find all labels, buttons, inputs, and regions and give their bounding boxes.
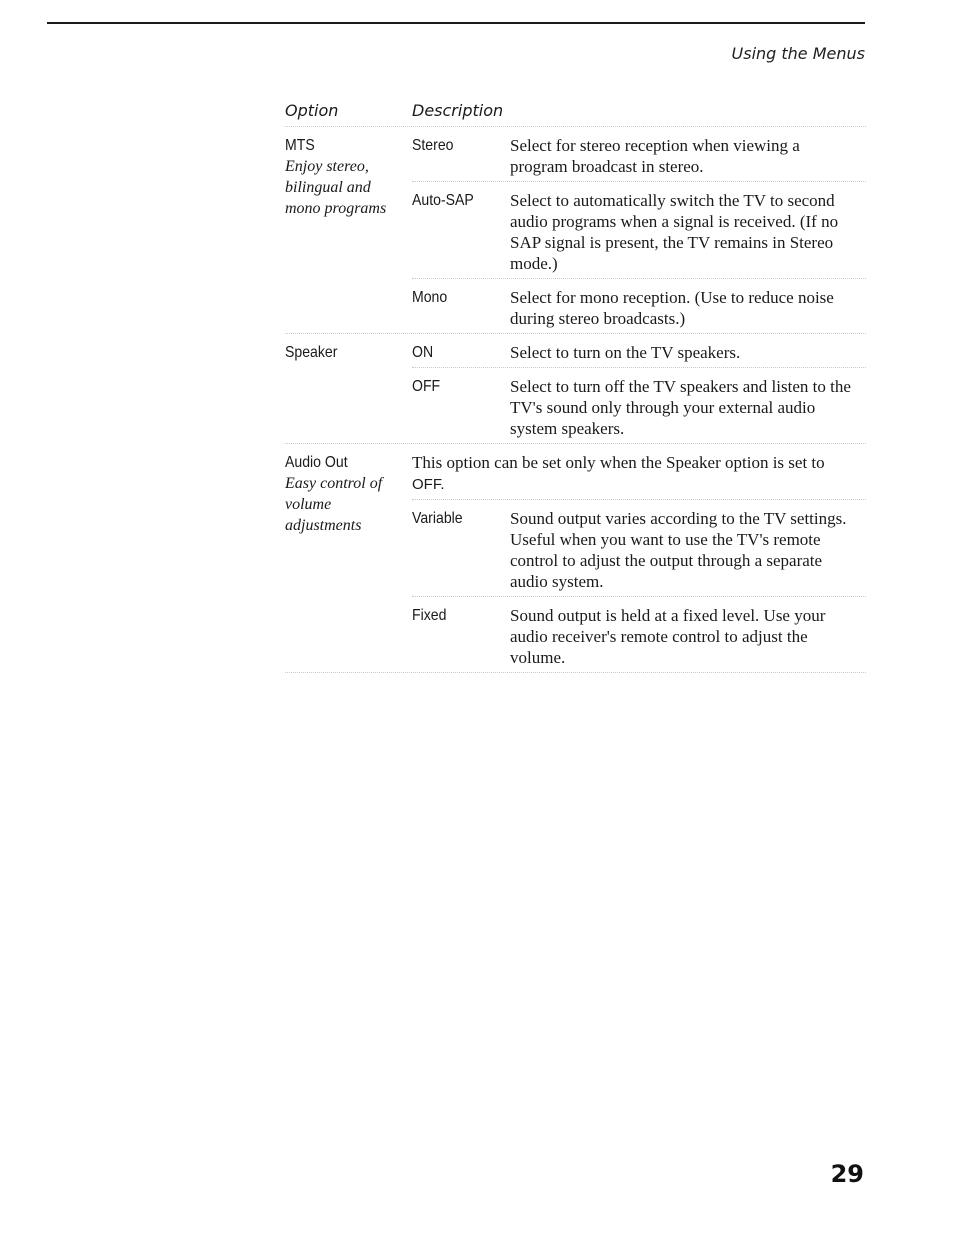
option-cell xyxy=(285,444,412,672)
note-value: OFF. xyxy=(412,476,445,493)
option-group-mts xyxy=(285,127,866,334)
setting-description: Select for mono reception. (Use to reduce noise during stereo broadcasts.) xyxy=(510,288,834,328)
setting-description: Select to turn on the TV speakers. xyxy=(510,343,741,362)
settings-list xyxy=(412,127,866,333)
setting-description: Select to turn off the TV speakers and listen to the TV's sound only through your external audio system speakers. xyxy=(510,377,851,438)
setting-row xyxy=(412,127,866,181)
setting-name: Auto-SAP xyxy=(412,192,474,209)
setting-description: Select to automatically switch the TV to second audio programs when a signal is received. (If no SAP signal is present, the TV remains in Stereo mode.) xyxy=(510,191,839,273)
option-cell xyxy=(285,127,412,333)
setting-name: Stereo xyxy=(412,137,454,154)
option-name: MTS xyxy=(285,137,315,154)
setting-description: Select for stereo reception when viewing a program broadcast in stereo. xyxy=(510,136,800,176)
setting-name: Variable xyxy=(412,510,463,527)
options-table xyxy=(285,98,866,673)
header-option: Option xyxy=(285,101,339,120)
option-subtitle: Easy control of volume adjustments xyxy=(285,475,383,534)
table-header xyxy=(285,98,866,127)
setting-row xyxy=(412,334,866,367)
option-name: Audio Out xyxy=(285,454,348,471)
settings-list xyxy=(412,444,866,672)
setting-row xyxy=(412,181,866,278)
option-cell xyxy=(285,334,412,443)
setting-row xyxy=(412,499,866,596)
setting-name: OFF xyxy=(412,378,441,395)
settings-list xyxy=(412,334,866,443)
running-head: Using the Menus xyxy=(731,44,865,63)
setting-name: Fixed xyxy=(412,607,447,624)
page-number: 29 xyxy=(830,1160,864,1188)
option-group-speaker xyxy=(285,334,866,444)
option-subtitle: Enjoy stereo, bilingual and mono programs xyxy=(285,158,387,217)
option-name: Speaker xyxy=(285,344,338,361)
option-note: This option can be set only when the Speaker option is set to OFF. xyxy=(412,453,825,493)
top-rule xyxy=(47,22,865,24)
setting-description: Sound output is held at a fixed level. Use your audio receiver's remote control to adjust the volume. xyxy=(510,606,826,667)
setting-name: ON xyxy=(412,344,434,361)
option-group-audio-out xyxy=(285,444,866,673)
header-description: Description xyxy=(412,101,504,120)
setting-description: Sound output varies according to the TV settings. Useful when you want to use the TV's remote control to adjust the output through a separate audio system. xyxy=(510,509,847,591)
setting-row xyxy=(412,278,866,333)
setting-row xyxy=(412,596,866,672)
setting-name: Mono xyxy=(412,289,448,306)
setting-row xyxy=(412,367,866,443)
